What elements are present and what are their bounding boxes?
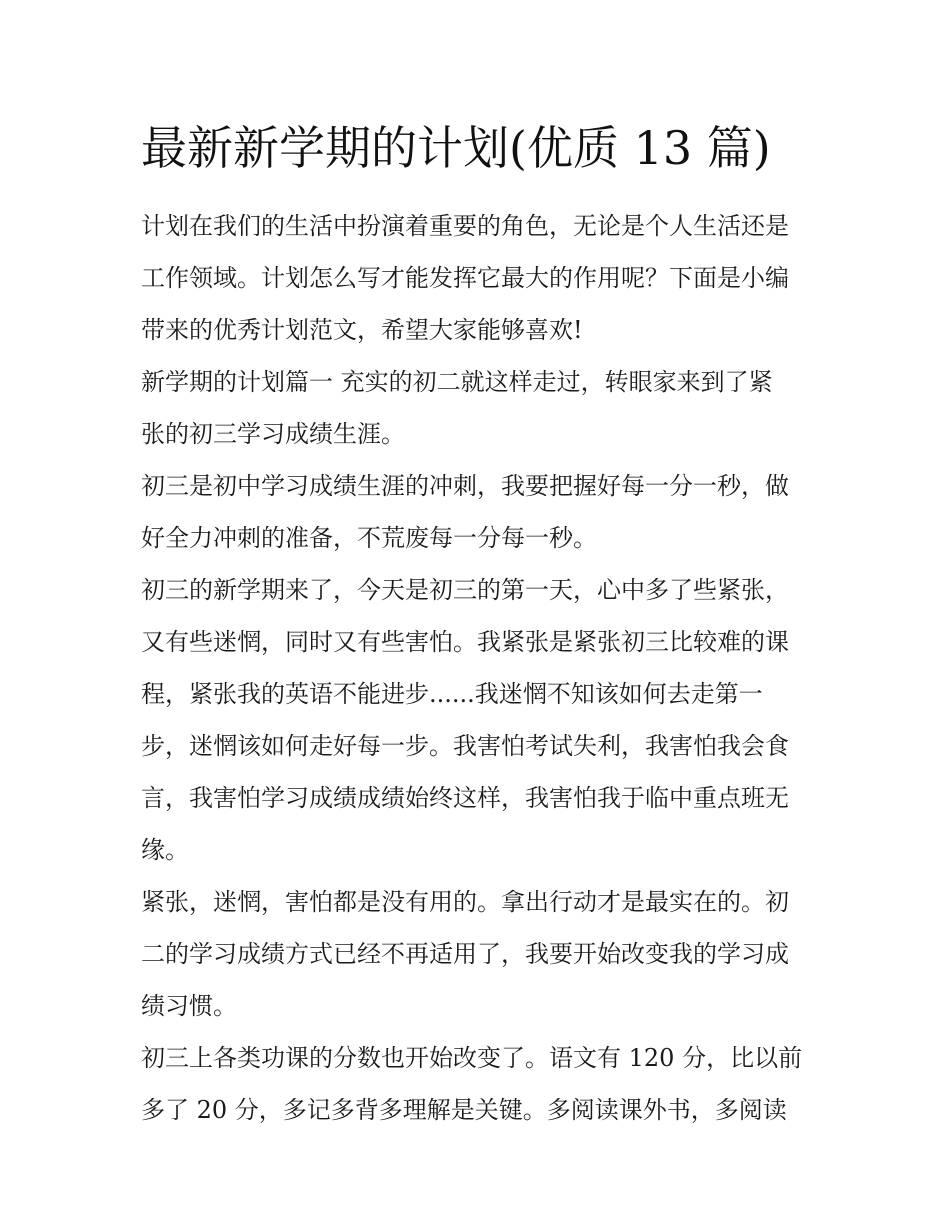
document-title: 最新新学期的计划(优质 13 篇) [141,121,771,175]
text-line: 计划在我们的生活中扮演着重要的角色，无论是个人生活还是 [141,212,789,240]
paragraph-intro [141,200,813,356]
text-line: 程，紧张我的英语不能进步......我迷惘不知该如何去走第一 [141,680,763,708]
text-line: 好全力冲刺的准备，不荒废每一分每一秒。 [141,524,597,552]
paragraph [141,564,813,876]
text-line: 带来的优秀计划范文，希望大家能够喜欢! [141,316,583,344]
text-line: 新学期的计划篇一 充实的初二就这样走过，转眼家来到了紧 [141,368,773,396]
text-line: 张的初三学习成绩生涯。 [141,420,405,448]
text-line: 步，迷惘该如何走好每一步。我害怕考试失利，我害怕我会食 [141,732,789,760]
text-line: 工作领域。计划怎么写才能发挥它最大的作用呢？下面是小编 [141,264,789,292]
text-line: 多了 20 分，多记多背多理解是关键。多阅读课外书，多阅读 [141,1096,787,1124]
text-line: 紧张，迷惘，害怕都是没有用的。拿出行动才是最实在的。初 [141,888,789,916]
document-body [141,200,813,1136]
text-line: 初三上各类功课的分数也开始改变了。语文有 120 分，比以前 [141,1044,803,1072]
paragraph [141,876,813,1032]
paragraph [141,460,813,564]
text-line: 绩习惯。 [141,992,237,1020]
text-line: 二的学习成绩方式已经不再适用了，我要开始改变我的学习成 [141,940,789,968]
text-line: 初三是初中学习成绩生涯的冲刺，我要把握好每一分一秒，做 [141,472,789,500]
text-line: 又有些迷惘，同时又有些害怕。我紧张是紧张初三比较难的课 [141,628,789,656]
text-line: 言，我害怕学习成绩成绩始终这样，我害怕我于临中重点班无 [141,784,789,812]
text-line: 缘。 [141,836,189,864]
text-line: 初三的新学期来了，今天是初三的第一天，心中多了些紧张， [141,576,789,604]
paragraph [141,1032,813,1136]
paragraph-section-one [141,356,813,460]
